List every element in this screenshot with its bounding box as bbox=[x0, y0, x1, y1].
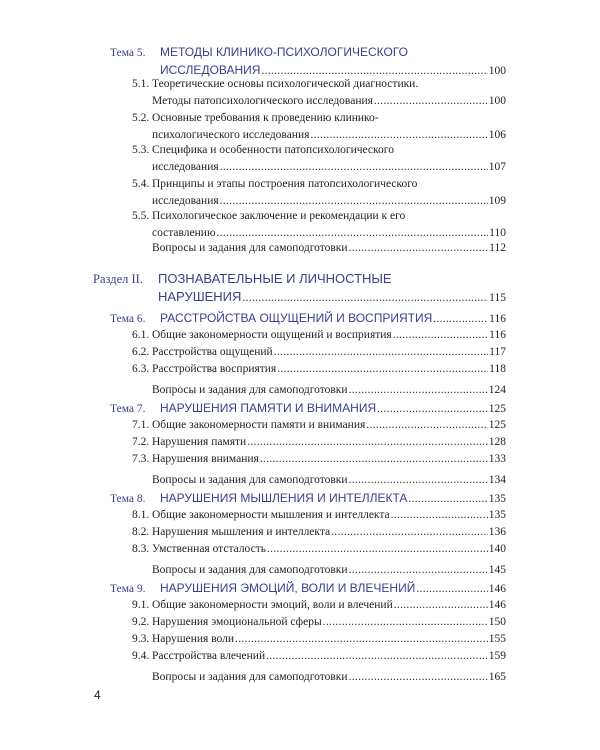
toc-entry-title: Методы патопсихологического исследования bbox=[152, 95, 373, 107]
toc-entry-label: Тема 7. bbox=[110, 403, 146, 415]
toc-entry-sub bbox=[132, 208, 506, 242]
toc-entry-line bbox=[132, 648, 506, 665]
toc-entry-line bbox=[152, 240, 506, 257]
toc-entry-line bbox=[132, 541, 506, 558]
toc-entry-page: 136 bbox=[488, 526, 506, 538]
toc-entry-title: Психологическое заключение и рекомендации к его bbox=[152, 210, 406, 222]
toc-entry-label: Раздел II. bbox=[93, 272, 143, 286]
toc-entry-title: психологического исследования bbox=[152, 129, 310, 141]
toc-entry-label: 5.2. bbox=[132, 112, 150, 124]
toc-entry-title: НАРУШЕНИЯ ЭМОЦИЙ, ВОЛИ И ВЛЕЧЕНИЙ bbox=[160, 581, 416, 595]
toc-entry-title: Нарушения внимания bbox=[152, 453, 259, 465]
toc-entry-line bbox=[132, 93, 506, 110]
dot-leader bbox=[393, 327, 488, 344]
dot-leader bbox=[366, 417, 487, 434]
toc-entry-line bbox=[132, 142, 506, 159]
toc-entry-page: 165 bbox=[488, 671, 506, 683]
toc-entry-title: Вопросы и задания для самоподготовки bbox=[152, 384, 348, 396]
toc-entry-title: ПОЗНАВАТЕЛЬНЫЕ И ЛИЧНОСТНЫЕ bbox=[158, 271, 392, 286]
dot-leader bbox=[242, 289, 488, 307]
toc-entry-title: Общие закономерности ощущений и восприятия bbox=[152, 329, 392, 341]
toc-entry-label: Тема 8. bbox=[110, 493, 146, 505]
toc-entry-sub bbox=[132, 614, 506, 631]
toc-entry-topic bbox=[110, 490, 506, 508]
dot-leader bbox=[277, 361, 488, 378]
toc-entry-title: Общие закономерности мышления и интеллекта bbox=[152, 509, 390, 521]
toc-entry-line bbox=[93, 270, 506, 288]
toc-entry-page: 115 bbox=[489, 292, 506, 304]
toc-entry-page: 145 bbox=[488, 564, 506, 576]
dot-leader bbox=[433, 311, 488, 328]
toc-entry-topic bbox=[110, 580, 506, 598]
toc-entry-sub bbox=[132, 344, 506, 361]
toc-entry-title: Нарушения памяти bbox=[152, 436, 247, 448]
toc-entry-line bbox=[93, 288, 506, 307]
toc-entry-label: 5.3. bbox=[132, 144, 150, 156]
toc-entry-line bbox=[132, 361, 506, 378]
toc-entry-title: Нарушения воли bbox=[152, 633, 235, 645]
toc-entry-line bbox=[132, 417, 506, 434]
toc-entry-line bbox=[110, 310, 506, 328]
toc-entry-label: 6.2. bbox=[132, 346, 150, 358]
toc-entry-title: НАРУШЕНИЯ ПАМЯТИ И ВНИМАНИЯ bbox=[160, 401, 377, 415]
toc-entry-label: Тема 5. bbox=[110, 47, 146, 59]
toc-entry-page: 100 bbox=[488, 65, 506, 77]
dot-leader bbox=[349, 240, 489, 257]
toc-entry-page: 117 bbox=[489, 346, 506, 358]
toc-entry-sub bbox=[132, 327, 506, 344]
toc-entry-title: Общие закономерности памяти и внимания bbox=[152, 419, 366, 431]
toc-entry-title: Вопросы и задания для самоподготовки bbox=[152, 564, 348, 576]
dot-leader bbox=[274, 344, 488, 361]
toc-entry-title: Вопросы и задания для самоподготовки bbox=[152, 242, 348, 254]
toc-entry-sub bbox=[132, 361, 506, 378]
toc-entry-line bbox=[132, 451, 506, 468]
toc-entry-line bbox=[132, 110, 506, 127]
toc-entry-label: 9.3. bbox=[132, 633, 150, 645]
toc-entry-label: 6.3. bbox=[132, 363, 150, 375]
toc-entry-page: 146 bbox=[488, 583, 506, 595]
toc-entry-page: 128 bbox=[488, 436, 506, 448]
toc-entry-q bbox=[152, 669, 506, 686]
dot-leader bbox=[247, 434, 488, 451]
toc-entry-label: 8.3. bbox=[132, 543, 150, 555]
toc-entry-page: 159 bbox=[488, 650, 506, 662]
toc-entry-line bbox=[132, 631, 506, 648]
toc-entry-label: 5.1. bbox=[132, 78, 150, 90]
toc-entry-page: 135 bbox=[488, 493, 506, 505]
dot-leader bbox=[267, 541, 488, 558]
toc-entry-page: 107 bbox=[488, 161, 506, 173]
toc-entry-line bbox=[132, 176, 506, 193]
toc-entry-topic bbox=[110, 400, 506, 418]
toc-entry-title: Умственная отсталость bbox=[152, 543, 266, 555]
toc-entry-line bbox=[132, 524, 506, 541]
toc-entry-q bbox=[152, 472, 506, 489]
toc-entry-sub bbox=[132, 434, 506, 451]
toc-entry-q bbox=[152, 240, 506, 257]
toc-entry-title: Расстройства ощущений bbox=[152, 346, 273, 358]
toc-entry-sub bbox=[132, 417, 506, 434]
dot-leader bbox=[377, 401, 488, 418]
dot-leader bbox=[374, 93, 488, 110]
toc-entry-line bbox=[152, 472, 506, 489]
toc-entry-sub bbox=[132, 524, 506, 541]
toc-entry-sub bbox=[132, 110, 506, 144]
toc-entry-label: 7.2. bbox=[132, 436, 150, 448]
dot-leader bbox=[349, 382, 488, 399]
toc-entry-q bbox=[152, 562, 506, 579]
dot-leader bbox=[416, 581, 487, 598]
toc-entry-page: 150 bbox=[488, 616, 506, 628]
toc-entry-title: Принципы и этапы построения патопсихологического bbox=[152, 178, 418, 190]
toc-entry-sub bbox=[132, 507, 506, 524]
toc-entry-line bbox=[132, 597, 506, 614]
toc-entry-page: 100 bbox=[488, 95, 506, 107]
dot-leader bbox=[349, 669, 488, 686]
toc-entry-line bbox=[132, 507, 506, 524]
toc-entry-line bbox=[132, 327, 506, 344]
toc-entry-page: 116 bbox=[489, 313, 506, 325]
toc-entry-label: 8.2. bbox=[132, 526, 150, 538]
toc-entry-page: 112 bbox=[489, 242, 506, 254]
dot-leader bbox=[331, 524, 488, 541]
toc-entry-line bbox=[152, 562, 506, 579]
toc-entry-line bbox=[152, 382, 506, 399]
toc-entry-label: Тема 9. bbox=[110, 583, 146, 595]
toc-entry-title: исследования bbox=[152, 161, 219, 173]
toc-entry-title: НАРУШЕНИЯ МЫШЛЕНИЯ И ИНТЕЛЛЕКТА bbox=[160, 491, 408, 505]
toc-entry-section bbox=[93, 270, 506, 307]
dot-leader bbox=[266, 648, 488, 665]
toc-entry-label: 8.1. bbox=[132, 509, 150, 521]
toc-entry-line bbox=[132, 208, 506, 225]
toc-entry-label: 9.4. bbox=[132, 650, 150, 662]
toc-entry-topic bbox=[110, 310, 506, 328]
toc-entry-line bbox=[132, 344, 506, 361]
toc-entry-line bbox=[132, 76, 506, 93]
toc-entry-title: Вопросы и задания для самоподготовки bbox=[152, 671, 348, 683]
toc-entry-line bbox=[132, 434, 506, 451]
toc-entry-page: 135 bbox=[488, 509, 506, 521]
dot-leader bbox=[391, 507, 488, 524]
toc-entry-label: 7.1. bbox=[132, 419, 150, 431]
toc-entry-label: 5.5. bbox=[132, 210, 150, 222]
toc-entry-page: 133 bbox=[488, 453, 506, 465]
toc-entry-title: Нарушения эмоциональной сферы bbox=[152, 616, 322, 628]
toc-entry-title: составлению bbox=[152, 227, 216, 239]
toc-entry-label: 7.3. bbox=[132, 453, 150, 465]
toc-entry-line bbox=[110, 580, 506, 598]
toc-entry-title: Основные требования к проведению клинико- bbox=[152, 112, 379, 124]
toc-entry-label: 5.4. bbox=[132, 178, 150, 190]
toc-entry-sub bbox=[132, 451, 506, 468]
toc-entry-label: 6.1. bbox=[132, 329, 150, 341]
toc-entry-page: 118 bbox=[489, 363, 506, 375]
toc-entry-line bbox=[110, 490, 506, 508]
toc-entry-sub bbox=[132, 176, 506, 210]
dot-leader bbox=[235, 631, 488, 648]
toc-entry-label: Тема 6. bbox=[110, 313, 146, 325]
dot-leader bbox=[408, 491, 487, 508]
dot-leader bbox=[349, 562, 488, 579]
dot-leader bbox=[349, 472, 488, 489]
toc-entry-title: ИССЛЕДОВАНИЯ bbox=[160, 63, 261, 77]
dot-leader bbox=[394, 597, 488, 614]
toc-entry-title: Вопросы и задания для самоподготовки bbox=[152, 474, 348, 486]
toc-entry-title: Расстройства влечений bbox=[152, 650, 266, 662]
toc-entry-page: 140 bbox=[488, 543, 506, 555]
toc-entry-title: НАРУШЕНИЯ bbox=[158, 289, 242, 304]
dot-leader bbox=[260, 451, 488, 468]
toc-entry-page: 125 bbox=[488, 419, 506, 431]
toc-entry-label: 9.2. bbox=[132, 616, 150, 628]
toc-entry-label: 9.1. bbox=[132, 599, 150, 611]
page-number: 4 bbox=[94, 688, 101, 702]
toc-entry-title: Общие закономерности эмоций, воли и влечений bbox=[152, 599, 393, 611]
toc-entry-title: Нарушения мышления и интеллекта bbox=[152, 526, 331, 538]
toc-entry-page: 124 bbox=[488, 384, 506, 396]
toc-entry-topic bbox=[110, 44, 506, 80]
toc-entry-line bbox=[110, 44, 506, 62]
toc-entry-sub bbox=[132, 648, 506, 665]
toc-entry-q bbox=[152, 382, 506, 399]
toc-entry-page: 134 bbox=[488, 474, 506, 486]
toc-entry-line bbox=[132, 614, 506, 631]
dot-leader bbox=[323, 614, 488, 631]
toc-entry-page: 125 bbox=[488, 403, 506, 415]
toc-entry-sub bbox=[132, 541, 506, 558]
toc-entry-sub bbox=[132, 597, 506, 614]
toc-entry-title: исследования bbox=[152, 195, 219, 207]
toc-entry-line bbox=[152, 669, 506, 686]
toc-entry-line bbox=[132, 159, 506, 176]
toc-entry-line bbox=[110, 400, 506, 418]
toc-entry-sub bbox=[132, 142, 506, 176]
dot-leader bbox=[220, 159, 488, 176]
toc-entry-sub bbox=[132, 631, 506, 648]
toc-entry-page: 146 bbox=[488, 599, 506, 611]
toc-entry-page: 155 bbox=[488, 633, 506, 645]
toc-entry-title: Специфика и особенности патопсихологического bbox=[152, 144, 394, 156]
toc-entry-title: РАССТРОЙСТВА ОЩУЩЕНИЙ И ВОСПРИЯТИЯ bbox=[160, 311, 433, 325]
toc-entry-page: 106 bbox=[488, 129, 506, 141]
toc-entry-title: МЕТОДЫ КЛИНИКО-ПСИХОЛОГИЧЕСКОГО bbox=[160, 45, 408, 59]
toc-entry-page: 116 bbox=[489, 329, 506, 341]
toc-entry-page: 109 bbox=[488, 195, 506, 207]
toc-entry-page: 110 bbox=[489, 227, 506, 239]
toc-entry-title: Теоретические основы психологической диагностики. bbox=[152, 78, 419, 90]
toc-entry-title: Расстройства восприятия bbox=[152, 363, 277, 375]
toc-entry-sub bbox=[132, 76, 506, 110]
